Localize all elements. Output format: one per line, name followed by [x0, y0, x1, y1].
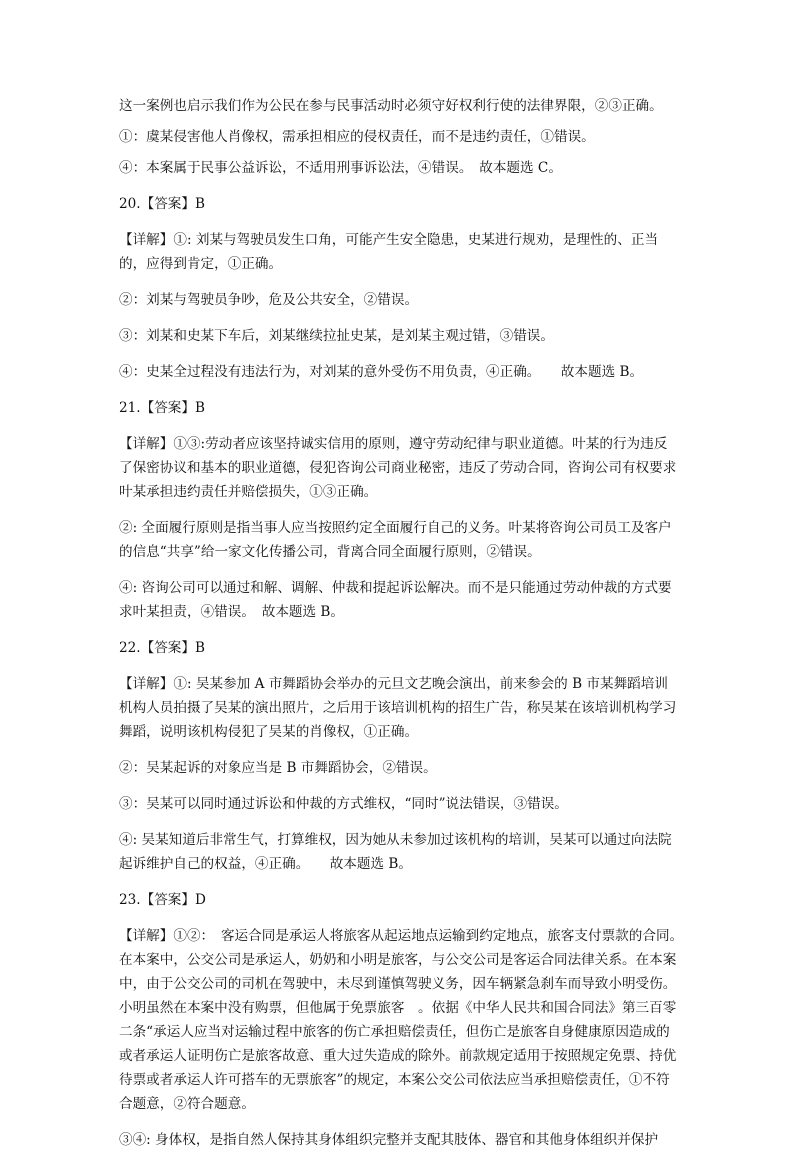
answer-heading-21: 21.【答案】B — [119, 400, 205, 416]
explanation-20-option-1: 【详解】①: 刘某与驾驶员发生口角，可能产生安全隐患，史某进行规劝，是理性的、正当的，应得到肯定，①正确。 — [119, 232, 659, 272]
explanation-22-option-2: ②：吴某起诉的对象应当是 B 市舞蹈协会，②错误。 — [119, 760, 437, 776]
explanation-22-option-3: ③：吴某可以同时通过诉讼和仲裁的方式维权，“同时”说法错误，③错误。 — [119, 796, 568, 812]
explanation-20-option-2: ②：刘某与驾驶员争吵，危及公共安全，②错误。 — [119, 292, 419, 308]
explanation-21-option-2: ②: 全面履行原则是指当事人应当按照约定全面履行自己的义务。叶某将咨询公司员工及客户的信息“共享”给一家文化传播公司，背离合同全面履行原则，②错误。 — [119, 520, 672, 560]
explanation-22-option-1: 【详解】①: 吴某参加 A 市舞蹈协会举办的元旦文艺晚会演出，前来参会的 B 市某舞蹈培训机构人员拍摄了吴某的演出照片，之后用于该培训机构的招生广告，称吴某在该培训机构学习舞蹈，说明该机构侵犯了吴某的肖像权，①正确。 — [119, 676, 677, 740]
answer-heading-22: 22.【答案】B — [119, 640, 205, 656]
explanation-21-option-4: ④: 咨询公司可以通过和解、调解、仲裁和提起诉讼解决。而不是只能通过劳动仲裁的方式要求叶某担责，④错误。 故本题选 B。 — [119, 580, 672, 620]
answer-heading-23: 23.【答案】D — [119, 892, 206, 908]
explanation-22-option-4: ④: 吴某知道后非常生气，打算维权，因为她从未参加过该机构的培训，吴某可以通过向法院起诉维护自己的权益，④正确。 故本题选 B。 — [119, 832, 672, 872]
explanation-21-option-1-3: 【详解】①③:劳动者应该坚持诚实信用的原则，遵守劳动纪律与职业道德。叶某的行为违反了保密协议和基本的职业道德，侵犯咨询公司商业秘密，违反了劳动合同，咨询公司有权要求叶某承担违约责任并赔偿损失，①③正确。 — [119, 436, 677, 500]
document-body — [119, 94, 690, 1152]
explanation-20-option-3: ③：刘某和史某下车后，刘某继续拉扯史某，是刘某主观过错，③错误。 — [119, 328, 554, 344]
answer-heading-20: 20.【答案】B — [119, 196, 205, 212]
paragraph-option-4: ④：本案属于民事公益诉讼，不适用刑事诉讼法，④错误。 故本题选 C。 — [119, 160, 562, 176]
paragraph-summary: 这一案例也启示我们作为公民在参与民事活动时必须守好权利行使的法律界限，②③正确。 — [119, 98, 663, 114]
explanation-23-option-3-4: ③④: 身体权，是指自然人保持其身体组织完整并支配其肢体、器官和其他身体组织并保护 — [119, 1132, 659, 1148]
paragraph-option-1: ①：虞某侵害他人肖像权，需承担相应的侵权责任，而不是违约责任，①错误。 — [119, 129, 595, 145]
explanation-20-option-4: ④：史某全过程没有违法行为，对刘某的意外受伤不用负责，④正确。 故本题选 B。 — [119, 364, 644, 380]
explanation-23-option-1-2: 【详解】①②： 客运合同是承运人将旅客从起运地点运输到约定地点，旅客支付票款的合同。 在本案中，公交公司是承运人，奶奶和小明是旅客，与公交公司是客运合同法律关系。在本案中，由于公交公司的司机在驾驶中，未尽到谨慎驾驶义务，因车辆紧急刹车而导致小明受伤。小明虽然在本案中没有购票，但他属于免票旅客 。依据《中华人民共和国合同法》第三百零二条“承运人应当对运输过程中旅客的伤亡承担赔偿责任，但伤亡是旅客自身健康原因造成的或者承运人证明伤亡是旅客故意、重大过失造成的除外。前款规定适用于按照规定免票、持优待票或者承运人许可搭车的无票旅客”的规定，本案公交公司依法应当承担赔偿责任，①不符合题意，②符合题意。 — [119, 928, 690, 1112]
